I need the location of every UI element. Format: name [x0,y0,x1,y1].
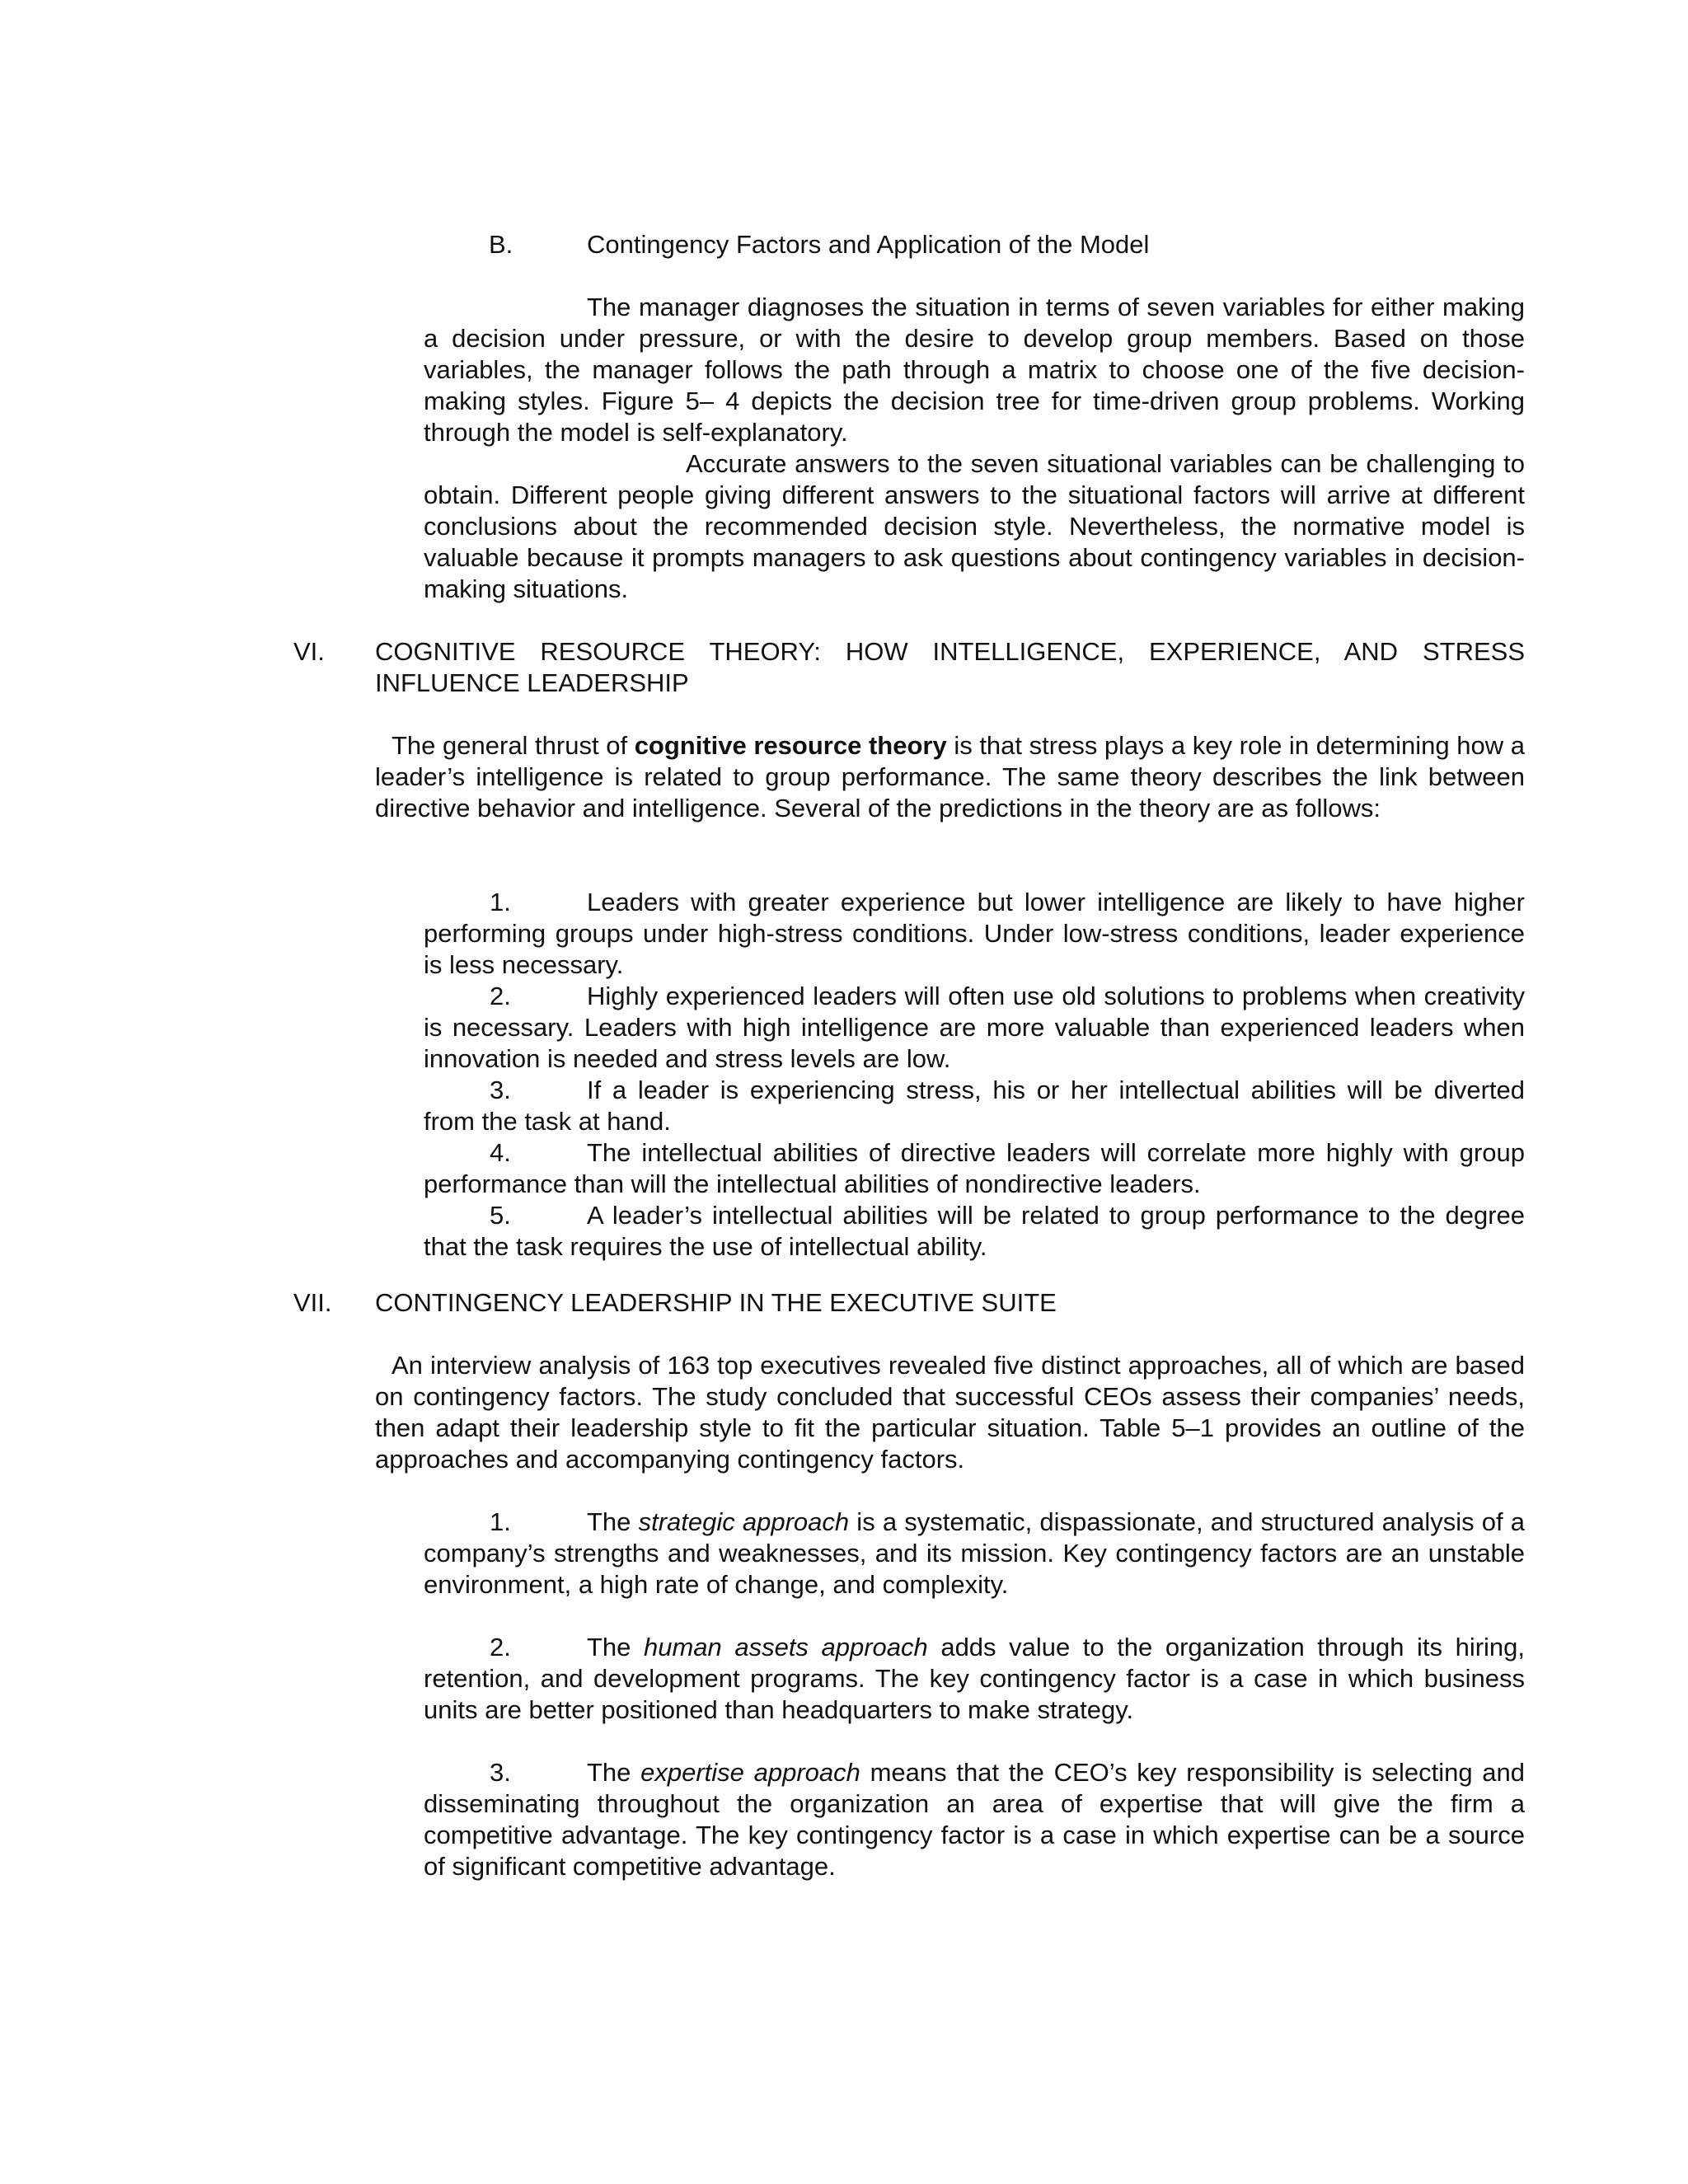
section-b-title: Contingency Factors and Application of the Model [587,230,1150,259]
list-item-number: 3. [490,1076,511,1104]
list-item-lead: The [587,1507,639,1536]
list-item-text: If a leader is experiencing stress, his or her intellectual abilities will be diverted from the task at hand. [424,1076,1525,1136]
list-item-lead: The [587,1758,641,1787]
list-item [424,887,1525,981]
section-vii-heading [0,1287,1688,1320]
paragraph-vii: An interview analysis of 163 top executives revealed five distinct approaches, all of which are based on contingency factors. The study concluded that successful CEOs assess their companies’ needs, then adapt their leadership style to fit the particular situation. Table 5–1 provides an outline of the approaches and accompanying contingency factors. [375,1351,1525,1474]
paragraph-vi-after: is that stress plays a key role in determining how a leader’s intelligence is related to group performance. The same theory describes the link between directive behavior and intelligence. Several of the predictions in the theory are as follows: [375,731,1525,823]
section-b-heading [0,229,1688,262]
list-item-text: means that the CEO’s key responsibility is selecting and disseminating throughout the organization an area of expertise that will give the firm a competitive advantage. The key contingency factor is a case in which expertise can be a source of significant competitive advantage. [424,1758,1525,1881]
list-item-text: Leaders with greater experience but lower intelligence are likely to have higher performing groups under high-stress conditions. Under low-stress conditions, leader experience is less necessary. [424,888,1525,979]
list-item [424,1632,1525,1726]
paragraph-vi [375,730,1525,824]
list-item-number: 2. [490,1633,511,1661]
list-item-text: A leader’s intellectual abilities will be related to group performance to the degree that the task requires the use of intellectual ability. [424,1201,1525,1261]
list-item-text: is a systematic, dispassionate, and structured analysis of a company’s strengths and weaknesses, and its mission. Key contingency factors are an unstable environment, a high rate of change, and complexity. [424,1507,1525,1599]
list-item-number: 5. [490,1201,511,1230]
list-item [424,1200,1525,1263]
list-item-text: adds value to the organization through its hiring, retention, and development programs. The key contingency factor is a case in which business units are better positioned than headquarters to make strategy. [424,1633,1526,1724]
list-item-number: 1. [490,1507,511,1536]
section-vi-title: COGNITIVE RESOURCE THEORY: HOW INTELLIGENCE, EXPERIENCE, AND STRESS INFLUENCE LEADERSHIP [375,637,1525,697]
list-item [424,1757,1525,1882]
list-item [424,1137,1525,1200]
section-vi-numeral: VI. [293,637,325,666]
list-item-number: 3. [490,1758,511,1787]
list-item [424,1075,1525,1137]
list-item [424,1507,1525,1601]
list-item-text: Highly experienced leaders will often use old solutions to problems when creativity is necessary. Leaders with high intelligence are more valuable than experienced leaders when innovation is needed and stress levels are low. [424,982,1525,1073]
paragraph-b1: The manager diagnoses the situation in terms of seven variables for either making a decision under pressure, or with the desire to develop group members. Based on those variables, the manager follows the path through a matrix to choose one of the five decision-making styles. Figure 5– 4 depicts the decision tree for time-driven group problems. Working through the model is self-explanatory. [424,293,1525,447]
section-vi-heading [0,636,1688,702]
list-item-number: 4. [490,1138,511,1167]
paragraph-b2: Accurate answers to the seven situational variables can be challenging to obtain. Different people giving different answers to the situational factors will arrive at different conclusions about the recommended decision style. Nevertheless, the normative model is valuable because it prompts managers to ask questions about contingency variables in decision-making situations. [424,449,1525,603]
section-b-letter: B. [489,230,513,259]
section-vii-numeral: VII. [293,1288,332,1317]
section-vii-title: CONTINGENCY LEADERSHIP IN THE EXECUTIVE SUITE [375,1288,1057,1317]
strategic-approach-term: strategic approach [638,1507,850,1536]
cognitive-resource-theory-term: cognitive resource theory [634,731,947,760]
list-item-text: The intellectual abilities of directive leaders will correlate more highly with group performance than will the intellectual abilities of nondirective leaders. [424,1138,1525,1198]
paragraph-vi-before: The general thrust of [392,731,635,760]
human-assets-approach-term: human assets approach [643,1633,928,1661]
list-item-number: 1. [490,888,511,916]
list-item [424,981,1525,1075]
list-item-number: 2. [490,982,511,1010]
expertise-approach-term: expertise approach [640,1758,860,1787]
list-item-lead: The [587,1633,644,1661]
